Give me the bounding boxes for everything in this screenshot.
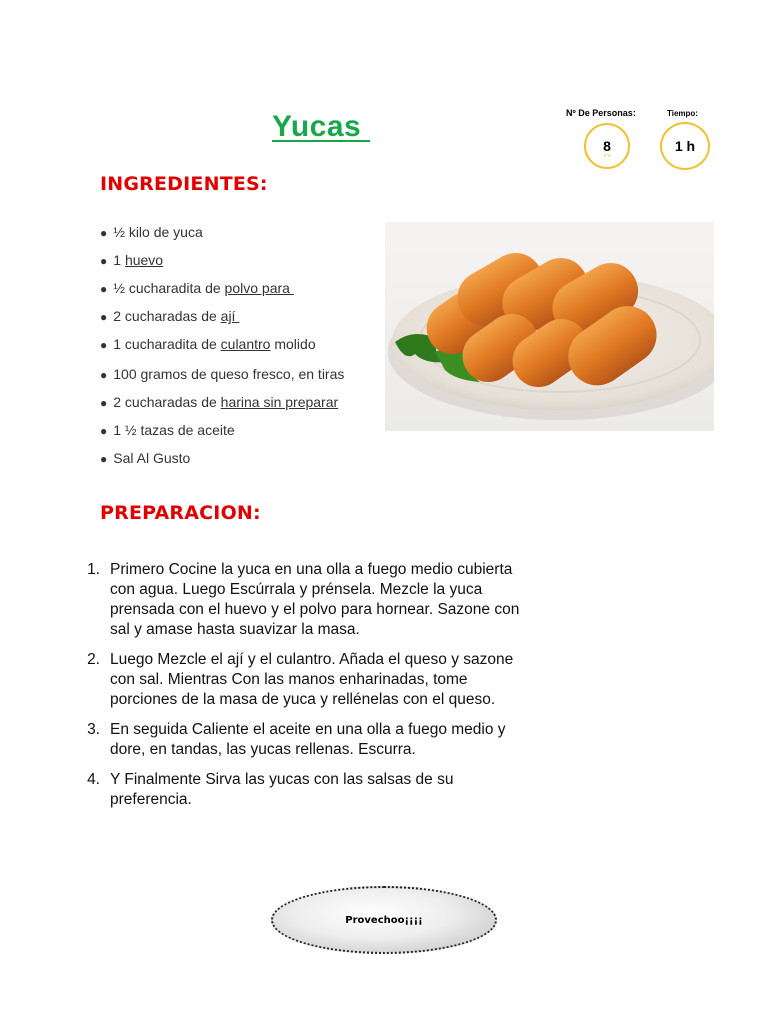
step-item [70,770,520,810]
step-item [70,720,520,760]
step-text: Y Finalmente Sirva las yucas con las salsas de su preferencia. [110,771,454,808]
personas-circle [584,123,630,169]
bullet-icon: ● [100,254,108,268]
recipe-title: Yucas [272,110,371,143]
tiempo-value: 1 h [674,138,696,154]
ingredient-item [100,306,344,334]
ingredients-heading: INGREDIENTES: [100,173,268,195]
bullet-icon: ● [100,310,108,324]
preparation-heading: PREPARACION: [100,502,261,524]
ingredient-item [100,250,344,278]
bullet-icon: ● [100,282,108,296]
ingredient-text: 2 cucharadas de [113,308,221,324]
ingredients-list [100,222,344,476]
bullet-icon: ● [100,452,108,466]
step-text: Luego Mezcle el ají y el culantro. Añada el queso y sazone con sal. Mientras Con las manos enharinadas, tome porciones de la masa de yuca y rellénelas con el queso. [110,651,514,708]
yuca-croquettes-photo [385,222,714,431]
ingredient-link-huevo[interactable]: huevo [124,252,164,268]
closing-text: Provechoo¡¡¡¡ [345,914,423,926]
bullet-icon: ● [100,396,108,410]
ingredient-item [100,448,344,476]
step-number: 2. [87,651,100,668]
ingredient-text: 1 ½ tazas de aceite [113,422,235,438]
ingredient-text: 1 [113,252,125,268]
closing-oval [271,886,497,954]
tiempo-label: Tiempo: [667,109,698,118]
bullet-icon: ● [100,338,108,352]
ingredient-text: ½ cucharadita de [113,280,225,296]
personas-value: 8 [603,138,611,154]
ingredient-link-polvo[interactable]: polvo para [224,280,294,296]
step-item [70,650,520,710]
ingredient-item [100,334,344,364]
step-number: 1. [87,561,100,578]
step-item [70,560,520,640]
ingredient-text: 100 gramos de queso fresco, en tiras [113,366,345,382]
ingredient-text: Sal Al Gusto [113,450,191,466]
step-number: 3. [87,721,100,738]
bullet-icon: ● [100,368,108,382]
preparation-steps [70,560,520,820]
tiempo-circle [660,122,710,170]
ingredient-item [100,278,344,306]
ingredient-text: 1 cucharadita de [113,336,221,352]
ingredient-item [100,420,344,448]
ingredient-link-harina[interactable]: harina sin preparar [220,394,339,410]
step-text: En seguida Caliente el aceite en una olla a fuego medio y dore, en tandas, las yucas rellenas. Escurra. [110,721,506,758]
ingredient-item [100,392,344,420]
bullet-icon: ● [100,424,108,438]
personas-mark: ◠ [603,152,611,161]
ingredient-text: 2 cucharadas de [113,394,221,410]
step-number: 4. [87,771,100,788]
personas-label: Nº De Personas: [566,108,636,118]
croquettes-illustration [385,222,714,431]
step-text: Primero Cocine la yuca en una olla a fuego medio cubierta con agua. Luego Escúrrala y prénsela. Mezcle la yuca prensada con el huevo y el polvo para hornear. Sazone con sal y amase hasta suavizar la masa. [110,561,520,638]
ingredient-item [100,364,344,392]
ingredient-link-aji[interactable]: ají [220,308,240,324]
ingredient-item [100,222,344,250]
bullet-icon: ● [100,226,108,240]
ingredient-link-culantro[interactable]: culantro [220,336,271,352]
ingredient-text-post: molido [270,336,316,352]
ingredient-text: ½ kilo de yuca [113,224,203,240]
